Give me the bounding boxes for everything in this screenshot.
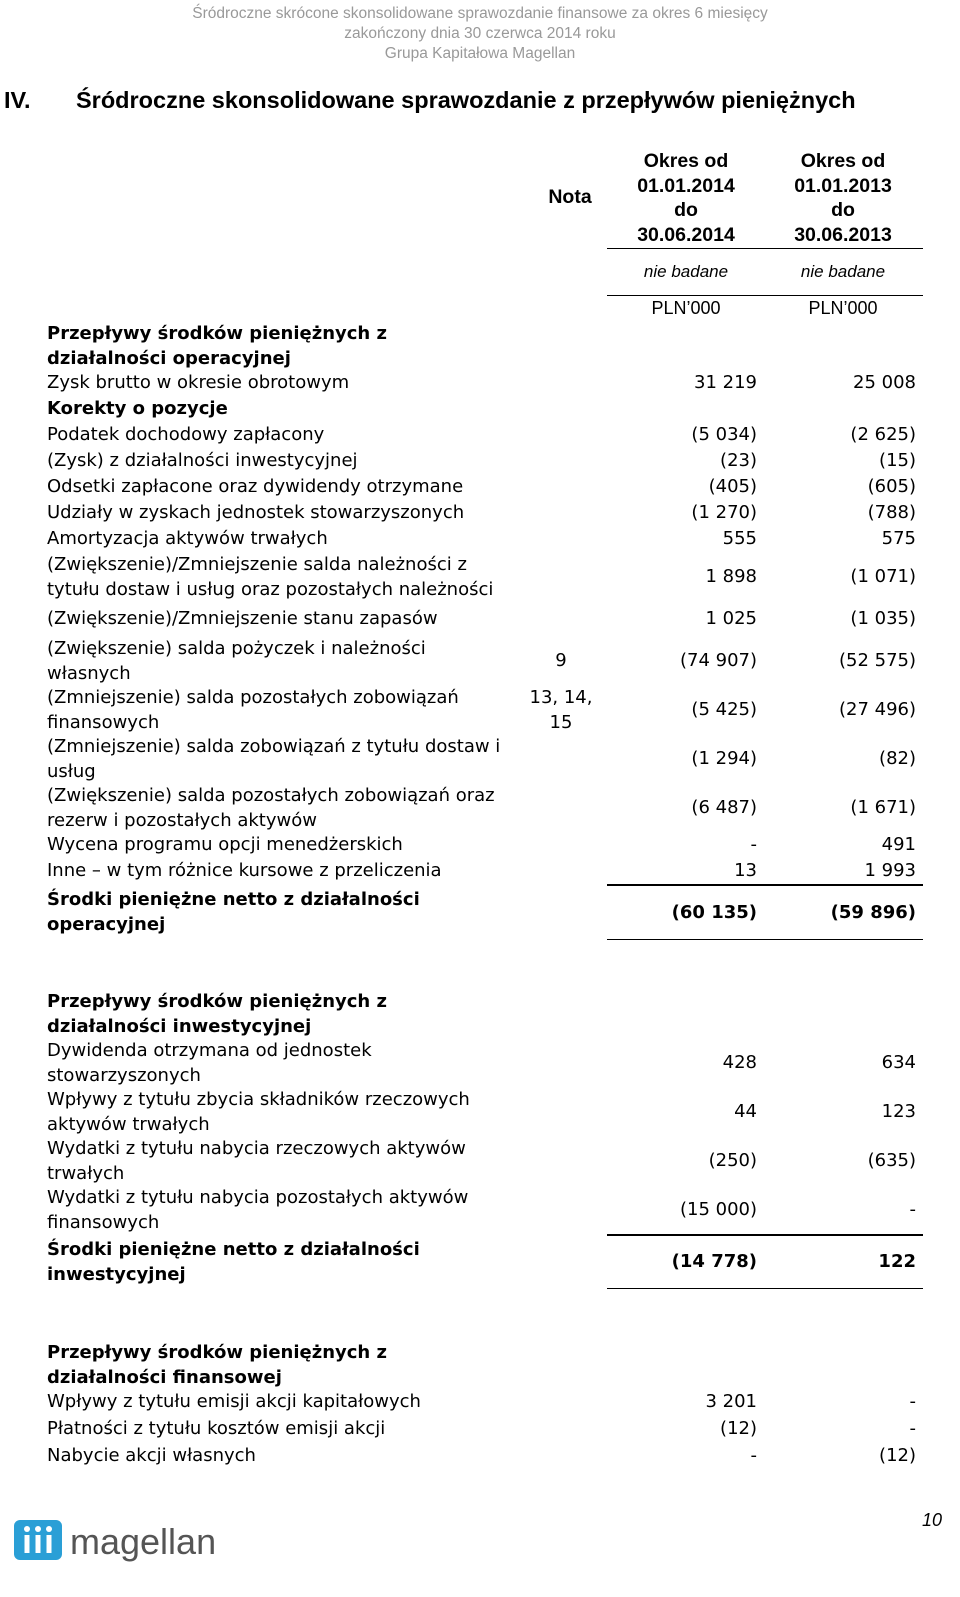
value-2013: 123 (881, 1101, 916, 1122)
row-label: usług (47, 760, 96, 782)
row-label: inwestycyjnej (47, 1263, 186, 1285)
value-2014: - (750, 1445, 757, 1466)
value-2014: 44 (734, 1101, 757, 1122)
heading-line: Przepływy środków pieniężnych z (47, 991, 387, 1012)
total-value-2013: (59 896) (830, 902, 916, 923)
page-number: 10 (921, 1510, 942, 1530)
row-label: Środki pieniężne netto z działalności (47, 1239, 420, 1260)
value-2013: - (909, 1199, 916, 1220)
running-header-line-2: zakończony dnia 30 czerwca 2014 roku (344, 25, 616, 42)
row-label: aktywów trwałych (47, 1113, 210, 1135)
period-2014-line: Okres od (643, 150, 729, 172)
heading-line: Przepływy środków pieniężnych z (47, 1342, 387, 1363)
note-reference: 9 (555, 650, 567, 671)
running-header-line-3: Grupa Kapitałowa Magellan (384, 45, 576, 62)
section-number: IV. (4, 87, 31, 113)
row-label: Wpływy z tytułu zbycia składników rzeczowych (47, 1089, 470, 1110)
period-2014-line: 30.06.2014 (637, 223, 735, 246)
investing-total-bottom-rule (607, 1288, 923, 1289)
row-label: Wpływy z tytułu emisji akcji kapitałowych (47, 1391, 421, 1412)
value-2014: (1 294) (691, 748, 757, 769)
currency-2013: PLN’000 (808, 298, 878, 318)
row-label: Korekty o pozycje (47, 398, 228, 419)
value-2014: 1 898 (705, 566, 757, 587)
audit-divider (607, 295, 923, 296)
value-2014: 555 (722, 528, 757, 549)
value-2013: (788) (867, 502, 916, 523)
heading-line: Przepływy środków pieniężnych z (47, 323, 387, 344)
value-2013: (82) (879, 748, 916, 769)
value-2014: (1 270) (691, 502, 757, 523)
value-2014: (5 425) (691, 699, 757, 720)
running-header-line-1: Śródroczne skrócone skonsolidowane sprawozdanie finansowe za okres 6 miesięcy (192, 5, 768, 22)
value-2014: (12) (720, 1418, 757, 1439)
magellan-logo-icon (14, 1516, 254, 1562)
value-2013: (27 496) (838, 699, 916, 720)
magellan-logo (14, 1516, 254, 1562)
value-2013: - (909, 1391, 916, 1412)
heading-line: działalności finansowej (47, 1366, 282, 1388)
row-label: Płatności z tytułu kosztów emisji akcji (47, 1418, 386, 1439)
row-label: (Zmniejszenie) salda pozostałych zobowiązań (47, 687, 459, 708)
row-label: Inne – w tym różnice kursowe z przeliczenia (47, 860, 442, 881)
value-2013: 634 (881, 1052, 916, 1073)
value-2014: 31 219 (694, 372, 757, 393)
value-2013: - (909, 1418, 916, 1439)
heading-line: działalności inwestycyjnej (47, 1015, 312, 1037)
audit-status-2013: nie badane (800, 262, 886, 281)
value-2014: 428 (722, 1052, 757, 1073)
period-2013-line: 30.06.2013 (794, 223, 892, 246)
value-2014: (250) (708, 1150, 757, 1171)
row-label: tytułu dostaw i usług oraz pozostałych należności (47, 578, 494, 600)
period-2013-header (764, 149, 922, 247)
row-label: Wycena programu opcji menedżerskich (47, 834, 403, 855)
value-2014: - (750, 834, 757, 855)
row-label: rezerw i pozostałych aktywów (47, 809, 317, 831)
row-label: własnych (47, 662, 131, 684)
value-2013: (605) (867, 476, 916, 497)
row-label: Wydatki z tytułu nabycia rzeczowych aktywów (47, 1138, 466, 1159)
row-label: Wydatki z tytułu nabycia pozostałych aktywów (47, 1187, 469, 1208)
row-label: Podatek dochodowy zapłacony (47, 424, 325, 445)
value-2014: (6 487) (691, 797, 757, 818)
value-2014: (74 907) (679, 650, 757, 671)
value-2014: (5 034) (691, 424, 757, 445)
row-label: Amortyzacja aktywów trwałych (47, 528, 328, 549)
note-line: 15 (549, 711, 573, 733)
value-2013: (15) (879, 450, 916, 471)
row-label: operacyjnej (47, 913, 166, 935)
row-label: Udziały w zyskach jednostek stowarzyszonych (47, 502, 465, 523)
period-2013-line: do (831, 199, 855, 221)
operating-total-bottom-rule (607, 939, 923, 940)
row-label: (Zwiększenie)/Zmniejszenie stanu zapasów (47, 608, 438, 629)
row-label: Odsetki zapłacone oraz dywidendy otrzymane (47, 476, 464, 497)
value-2013: (1 071) (850, 566, 916, 587)
value-2013: 25 008 (853, 372, 916, 393)
period-2013-line: Okres od (800, 150, 886, 172)
row-label: (Zwiększenie)/Zmniejszenie salda należności z (47, 554, 467, 575)
total-value-2014: (14 778) (671, 1251, 757, 1272)
row-label: (Zwiększenie) salda pozostałych zobowiązań oraz (47, 785, 495, 806)
heading-line: działalności operacyjnej (47, 347, 291, 369)
value-2013: 575 (881, 528, 916, 549)
operating-total-top-rule (607, 884, 923, 886)
row-label: (Zysk) z działalności inwestycyjnej (47, 450, 358, 471)
audit-status-2014: nie badane (643, 262, 729, 281)
period-2014-header (607, 149, 765, 247)
section-title (4, 86, 954, 114)
value-2014: 1 025 (705, 608, 757, 629)
row-label: stowarzyszonych (47, 1064, 201, 1086)
value-2014: (405) (708, 476, 757, 497)
total-value-2013: 122 (878, 1251, 916, 1272)
value-2013: (1 671) (850, 797, 916, 818)
value-2014: (23) (720, 450, 757, 471)
value-2013: (12) (879, 1445, 916, 1466)
row-label: (Zmniejszenie) salda zobowiązań z tytułu dostaw i (47, 736, 501, 757)
row-label: Środki pieniężne netto z działalności (47, 889, 420, 910)
period-2013-line: 01.01.2013 (794, 174, 892, 197)
nota-column-header: Nota (548, 186, 592, 208)
value-2014: 3 201 (705, 1391, 757, 1412)
value-2014: (15 000) (679, 1199, 757, 1220)
value-2013: (2 625) (850, 424, 916, 445)
row-label: Zysk brutto w okresie obrotowym (47, 372, 350, 393)
header-divider (607, 248, 923, 249)
value-2013: 491 (881, 834, 916, 855)
row-label: trwałych (47, 1162, 125, 1184)
period-2014-line: do (674, 199, 698, 221)
row-label: (Zwiększenie) salda pożyczek i należności (47, 638, 426, 659)
row-label: finansowych (47, 711, 160, 733)
value-2013: (1 035) (850, 608, 916, 629)
total-value-2014: (60 135) (671, 902, 757, 923)
row-label: finansowych (47, 1211, 160, 1233)
investing-total-top-rule (607, 1234, 923, 1236)
value-2013: (635) (867, 1150, 916, 1171)
row-label: Nabycie akcji własnych (47, 1445, 256, 1466)
section-title-text: Śródroczne skonsolidowane sprawozdanie z przepływów pieniężnych (76, 87, 856, 113)
period-2014-line: 01.01.2014 (637, 174, 735, 197)
value-2013: 1 993 (864, 860, 916, 881)
logo-wordmark: magellan (70, 1521, 217, 1562)
note-reference (526, 686, 596, 735)
value-2013: (52 575) (838, 650, 916, 671)
note-line: 13, 14, (529, 687, 593, 708)
value-2014: 13 (734, 860, 757, 881)
currency-2014: PLN’000 (651, 298, 721, 318)
row-label: Dywidenda otrzymana od jednostek (47, 1040, 372, 1061)
